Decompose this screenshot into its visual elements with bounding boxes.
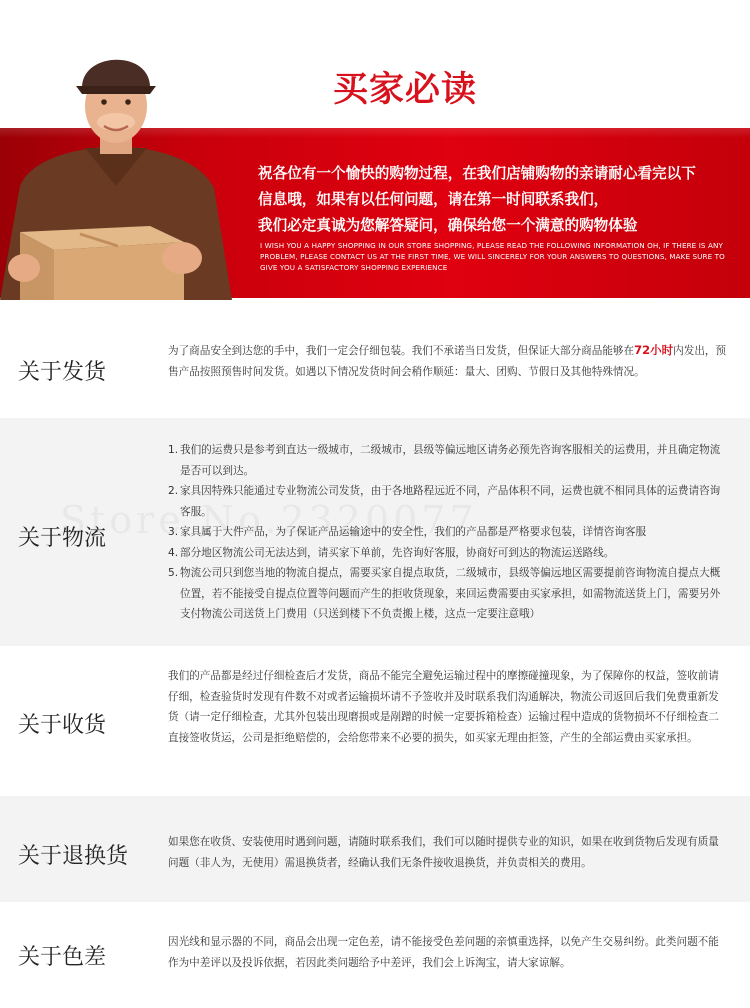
section-title: 关于发货: [18, 360, 107, 385]
section-color-difference: [0, 902, 750, 1008]
item-number: 4.: [168, 546, 179, 559]
section-title: 关于收货: [18, 713, 107, 738]
item-text: 部分地区物流公司无法达到，请买家下单前，先咨询好客服，协商好可到达的物流运送路线。: [180, 546, 615, 559]
item-number: 3.: [168, 526, 179, 538]
item-number: 1.: [168, 444, 179, 456]
section-title: 关于色差: [18, 945, 107, 970]
list-item: [168, 563, 728, 625]
section-receiving: [0, 646, 750, 796]
section-text: [168, 340, 728, 382]
intro-english: I WISH YOU A HAPPY SHOPPING IN OUR STORE SHOPPING, PLEASE READ THE FOLLOWING INFORMATION OH, IF THERE IS ANY PROBLEM, PLEASE CONTACT US AT THE FIRST TIME, WE WILL SINCERELY FOR YOUR ANSWERS TO QUESTIONS, MAKE SURE TO GIVE YOU A SATISFACTORY SHOPPING EXPERIENCE: [260, 241, 725, 272]
item-number: 2.: [168, 485, 179, 497]
list-item: [168, 543, 728, 564]
item-number: 5.: [168, 567, 179, 579]
intro-line: 祝各位有一个愉快的购物过程，在我们店铺购物的亲请耐心看完以下: [258, 165, 696, 182]
item-text: 我们的运费只是参考到直达一级城市，二级城市，县级等偏远地区请务必预先咨询客服相关的运费用，并且确定物流是否可以到达。: [180, 444, 721, 477]
intro-line: 我们必定真诚为您解答疑问，确保给您一个满意的购物体验: [258, 217, 638, 234]
item-text: 家具属于大件产品，为了保证产品运输途中的安全性，我们的产品都是严格要求包装，详情咨询客服: [180, 526, 647, 538]
header-banner: [0, 0, 750, 300]
section-text: 我们的产品都是经过仔细检查后才发货，商品不能完全避免运输过程中的摩擦碰撞现象，为了保障你的权益，签收前请仔细，检查验货时发现有件数不对或者运输损坏请不予签收并及时联系我们沟通解决，物流公司返回后我们免费重新发货（请一定仔细检查，尤其外包装出现磨损或是剐蹭的时候一定要拆箱检查）运输过程中造成的货物损坏不仔细检查二直接签收货运，公司是拒绝赔偿的，会给您带来不必要的损失，如买家无理由拒签，产生的全部运费由买家承担。: [168, 670, 719, 744]
highlight-72-hours: 72小时: [634, 343, 674, 357]
text-part: 为了商品安全到达您的手中，我们一定会仔细包装。我们不承诺当日发货，但保证大部分商品能够在: [168, 345, 635, 357]
store-watermark: [60, 498, 478, 542]
section-title: 关于物流: [18, 526, 107, 551]
intro-line: 信息哦，如果有以任何问题，请在第一时间联系我们，: [258, 191, 609, 208]
intro-chinese: [258, 161, 738, 239]
page-title: 买家必读: [333, 70, 478, 110]
text-part: 内发出，预售产品按照预售时间发货。如遇以下情况发货时间会稍作顺延：量大、团购、节假日及其他特殊情况。: [168, 345, 727, 378]
list-item: [168, 440, 728, 481]
delivery-man-illustration: [0, 36, 232, 300]
section-text: 因光线和显示器的不同，商品会出现一定色差，请不能接受色差问题的亲慎重选择，以免产生交易纠纷。此类问题不能作为中差评以及投诉依据，若因此类问题给予中差评，我们会上诉淘宝，请大家谅解。: [168, 936, 719, 969]
item-text: 物流公司只到您当地的物流自提点，需要买家自提点取货，二级城市，县级等偏远地区需要提前咨询物流自提点大概位置，若不能接受自提点位置等问题而产生的拒收货现象，来回运费需要由买家承担，如需物流送货上门，需要另外支付物流公司送货上门费用（只送到楼下不负责搬上楼，这点一定要注意哦）: [180, 567, 721, 620]
section-title: 关于退换货: [18, 844, 129, 869]
item-text: 家具因特殊只能通过专业物流公司发货，由于各地路程远近不同，产品体积不同，运费也就不相同具体的运费请咨询客服。: [180, 485, 721, 518]
section-text: 如果您在收货、安装使用时遇到问题，请随时联系我们，我们可以随时提供专业的知识，如果在收到货物后发现有质量问题（非人为，无使用）需退换货者，经确认我们无条件接收退换货，并负责相关的费用。: [168, 836, 719, 869]
section-returns: [0, 796, 750, 902]
section-shipping: [0, 300, 750, 418]
